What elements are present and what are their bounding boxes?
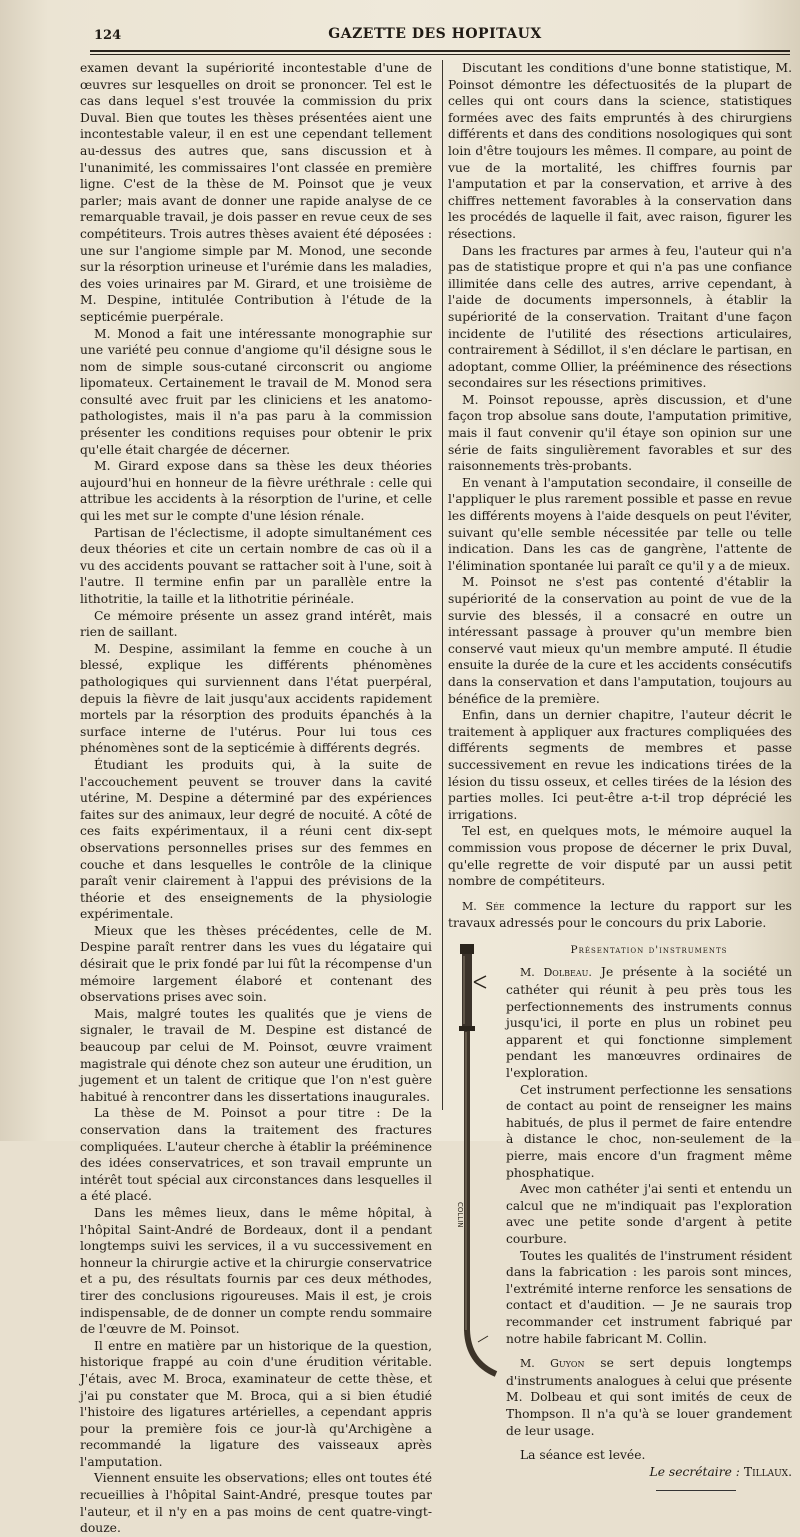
paragraph: Avec mon cathéter j'ai senti et entendu un calcul que ne m'indiquait pas l'exploration avec une petite sonde d'argent à petite courbure. <box>506 1182 792 1246</box>
paragraph: Ce mémoire présente un assez grand intérêt, mais rien de saillant. <box>80 608 432 640</box>
section-heading: Présentation d'instruments <box>570 943 728 956</box>
paragraph: Étudiant les produits qui, à la suite de l'accouchement peuvent se trouver dans la cavité utérine, M. Despine a déterminé par des expériences faites sur des animaux, leur degré de nocuité. A côté de ces faits expérimentaux, il a réuni cent dix-sept observations personnelles prises sur des femmes en couche et dans lesquelles le contrôle de la clinique paraît venir clairement à l'appui des prévisions de la théorie et des enseignements de la physiologie expérimentale. <box>80 757 432 922</box>
header-rule-thin <box>90 54 790 55</box>
catheter-illustration <box>448 942 504 1382</box>
instrument-maker-label: COLLIN <box>456 1201 464 1228</box>
speaker-name: M. Dolbeau. <box>520 966 592 980</box>
paragraph-text: Je présente à la société un cathéter qui réunit à peu près tous les perfectionnements des instruments connus jusqu'ici, il porte en plus un robinet peu apparent et qui fonctionne simplement pendant les manœuvres ordinaires de l'exploration. <box>506 965 792 1081</box>
presentation-text <box>506 942 792 1491</box>
secretary-name: Tillaux. <box>743 1464 792 1479</box>
paragraph: Dans les fractures par armes à feu, l'auteur qui n'a pas de statistique propre et qui n'a pas une confiance illimitée dans celle des autres, arrive cependant, à l'aide de documents impersonnels, à établir la supériorité de la conservation. Traitant d'une façon incidente de l'utilité des résections articulaires, contrairement à Sédillot, il s'en déclare le partisan, en adoptant, comme Ollier, la prééminence des résections secondaires sur les résections primitives. <box>448 243 792 391</box>
end-rule <box>656 1490 736 1491</box>
speaker-name: M. Guyon <box>520 1357 585 1371</box>
lecture-text: commence la lecture du rapport sur les travaux adressés pour le concours du prix Laborie. <box>448 898 792 931</box>
paragraph: Toutes les qualités de l'instrument résident dans la fabrication : les parois sont minces, l'extrémité interne renforce les sensations de contact et d'audition. — Je ne saurais trop recommander cet instrument fabriqué par notre habile fabricant M. Collin. <box>506 1248 792 1346</box>
paragraph: Tel est, en quelques mots, le mémoire auquel la commission vous propose de décerner le prix Duval, qu'elle regrette de voir disputé par un aussi petit nombre de compétiteurs. <box>448 824 792 889</box>
paragraph: M. Poinsot repousse, après discussion, et d'une façon trop absolue sans doute, l'amputation primitive, mais il faut convenir qu'il étaye son opinion sur une série de faits singulièrement favorables et sur des raisonnements très-probants. <box>448 392 792 474</box>
right-column <box>448 60 792 1491</box>
paragraph-text: se sert depuis longtemps d'instruments analogues à celui que présente M. Dolbeau et qui sont imités de ceux de Thompson. Il n'a qu'à se louer grandement de leur usage. <box>506 1356 792 1438</box>
paragraph <box>506 964 792 1081</box>
secretary-signature <box>506 1464 792 1481</box>
paragraph: La thèse de M. Poinsot a pour titre : De la conservation dans la traitement des fractures compliquées. L'auteur cherche à établir la prééminence des idées conservatrices, et son travail emprunte un intérêt tout spécial aux circonstances dans lesquelles il a été placé. <box>80 1106 432 1204</box>
paragraph: Viennent ensuite les observations; elles ont toutes été recueillies à l'hôpital Saint-André, presque toutes par l'auteur, et il n'y en a pas moins de cent quatre-vingt-douze. <box>80 1471 432 1536</box>
paragraph: Discutant les conditions d'une bonne statistique, M. Poinsot démontre les défectuosités de la plupart de celles qui ont cours dans la science, statistiques formées avec des faits empruntés à des chirurgiens différents et dans des conditions nosologiques qui sont loin d'être toujours les mêmes. Il compare, au point de vue de la mortalité, les chiffres fournis par l'amputation et par la conservation, et arrive à des chiffres nettement favorables à la conservation dans les procédés de laquelle il fait, avec raison, figurer les résections. <box>448 61 792 241</box>
paragraph: En venant à l'amputation secondaire, il conseille de l'appliquer le plus rarement possible et passe en revue les différents moyens à l'aide desquels on peut l'éviter, suivant qu'elle semble nécessitée par telle ou telle indication. Dans les cas de gangrène, l'attente de l'élimination spontanée lui paraît ce qu'il y a de mieux. <box>448 475 792 573</box>
paragraph: Enfin, dans un dernier chapitre, l'auteur décrit le traitement à appliquer aux fractures compliquées des différents segments de membres et passe successivement en revue les indications tirées de la lésion du tissu osseux, et celles tirées de la lésion des parties molles. Ici peut-être a-t-il trop déprécié les irrigations. <box>448 708 792 822</box>
paragraph: Partisan de l'éclectisme, il adopte simultanément ces deux théories et cite un certain nombre de cas où il a vu des accidents pouvant se rattacher soit à l'une, soit à l'autre. Il termine enfin par un parallèle entre la lithotritie, la taille et la lithotritie périnéale. <box>80 525 432 606</box>
instrument-section <box>448 942 792 1491</box>
column-separator <box>442 60 443 1110</box>
paragraph <box>506 1355 792 1439</box>
paragraph: M. Despine, assimilant la femme en couche à un blessé, explique les différents phénomènes pathologiques qui surviennent dans l'état puerpéral, depuis la fièvre de lait jusqu'aux accidents rapidement mortels par la résorption des produits épanchés à la surface interne de l'utérus. Pour lui tous ces phénomènes sont de la septicémie à différents degrés. <box>80 641 432 756</box>
header-rule <box>90 50 790 52</box>
paragraph: examen devant la supériorité incontestable d'une de œuvres sur lesquelles on droit se prononcer. Tel est le cas dans lequel s'est trouvée la commission du prix Duval. Bien que toutes les thèses présentées aient une incontestable valeur, il en est une cependant tellement au-dessus des autres que, sans discussion et à l'unanimité, les commissaires l'ont classée en première ligne. C'est de la thèse de M. Poinsot que je veux parler; mais avant de donner une rapide analyse de ce remarquable travail, je dois passer en revue ceux de ses compétiteurs. Trois autres thèses avaient été déposées : une sur l'angiome simple par M. Monod, une seconde sur la résorption urineuse et l'urémie dans les maladies, des voies urinaires par M. Girard, et une troisième de M. Despine, intitulée Contribution à l'étude de la septicémie puerpérale. <box>80 61 432 324</box>
paragraph: Mais, malgré toutes les qualités que je viens de signaler, le travail de M. Despine est distancé de beaucoup par celui de M. Poinsot, œuvre vraiment magistrale qui dénote chez son auteur une érudition, un jugement et un talent de critique que l'on n'est guère habitué à rencontrer dans les dissertations inaugurales. <box>80 1006 432 1104</box>
paragraph: Cet instrument perfectionne les sensations de contact au point de renseigner les mains habitués, de plus il permet de faire entendre à distance le choc, non-seulement de la pierre, mais encore d'un fragment même phosphatique. <box>506 1082 792 1180</box>
paragraph: Il entre en matière par un historique de la question, historique frappé au coin d'une érudition véritable. J'étais, avec M. Broca, examinateur de cette thèse, et j'ai pu constater que M. Broca, qui a si bien étudié l'histoire des ligatures artérielles, a cependant appris pour la première fois ce jour-là qu'Archigène a recommandé la ligature des vaisseaux après l'amputation. <box>80 1338 432 1469</box>
paragraph: M. Monod a fait une intéressante monographie sur une variété peu connue d'angiome qu'il désigne sous le nom de simple sous-cutané circonscrit ou angiome lipomateux. Certainement le travail de M. Monod sera consulté avec fruit par les cliniciens et les anatomo-pathologistes, mais il n'a pas paru à la commission présenter les conditions requises pour obtenir le prix qu'elle était chargée de décerner. <box>80 326 432 457</box>
journal-title: GAZETTE DES HOPITAUX <box>328 26 542 42</box>
paragraph: Mieux que les thèses précédentes, celle de M. Despine paraît rentrer dans les vues du légataire qui désirait que le prix fondé par lui fût la récompense d'un mémoire largement élaboré et contenant des observations prises avec soin. <box>80 923 432 1005</box>
page-number: 124 <box>94 28 122 43</box>
seance-closing: La séance est levée. <box>520 1448 646 1463</box>
paragraph: Dans les mêmes lieux, dans le même hôpital, à l'hôpital Saint-André de Bordeaux, dont il a pendant longtemps suivi les services, il a vu successivement en honneur la chirurgie active et la chirurgie conservatrice et a pu, des résultats fournis par ces deux méthodes, tirer des conclusions rigoureuses. Mais il est, je crois indispensable, de de donner un compte rendu sommaire de l'œuvre de M. Poinsot. <box>80 1205 432 1337</box>
page-header <box>80 24 790 50</box>
paragraph: M. Poinsot ne s'est pas contenté d'établir la supériorité de la conservation au point de vue de la survie des blessés, il a consacré en outre un intéressant passage à prouver qu'un membre bien conservé vaut mieux qu'un membre amputé. Il étudie ensuite la durée de la cure et les accidents consécutifs dans la conservation et dans l'amputation, toujours au bénéfice de la première. <box>448 575 792 706</box>
paragraph: M. Girard expose dans sa thèse les deux théories aujourd'hui en honneur de la fièvre uréthrale : celle qui attribue les accidents à la résorption de l'urine, et celle qui les met sur le compte d'une lésion rénale. <box>80 459 432 524</box>
left-column <box>80 60 432 1537</box>
secretary-label: Le secrétaire : <box>649 1464 740 1479</box>
speaker-name: M. Sée <box>462 899 505 913</box>
lecture-paragraph <box>448 898 792 932</box>
